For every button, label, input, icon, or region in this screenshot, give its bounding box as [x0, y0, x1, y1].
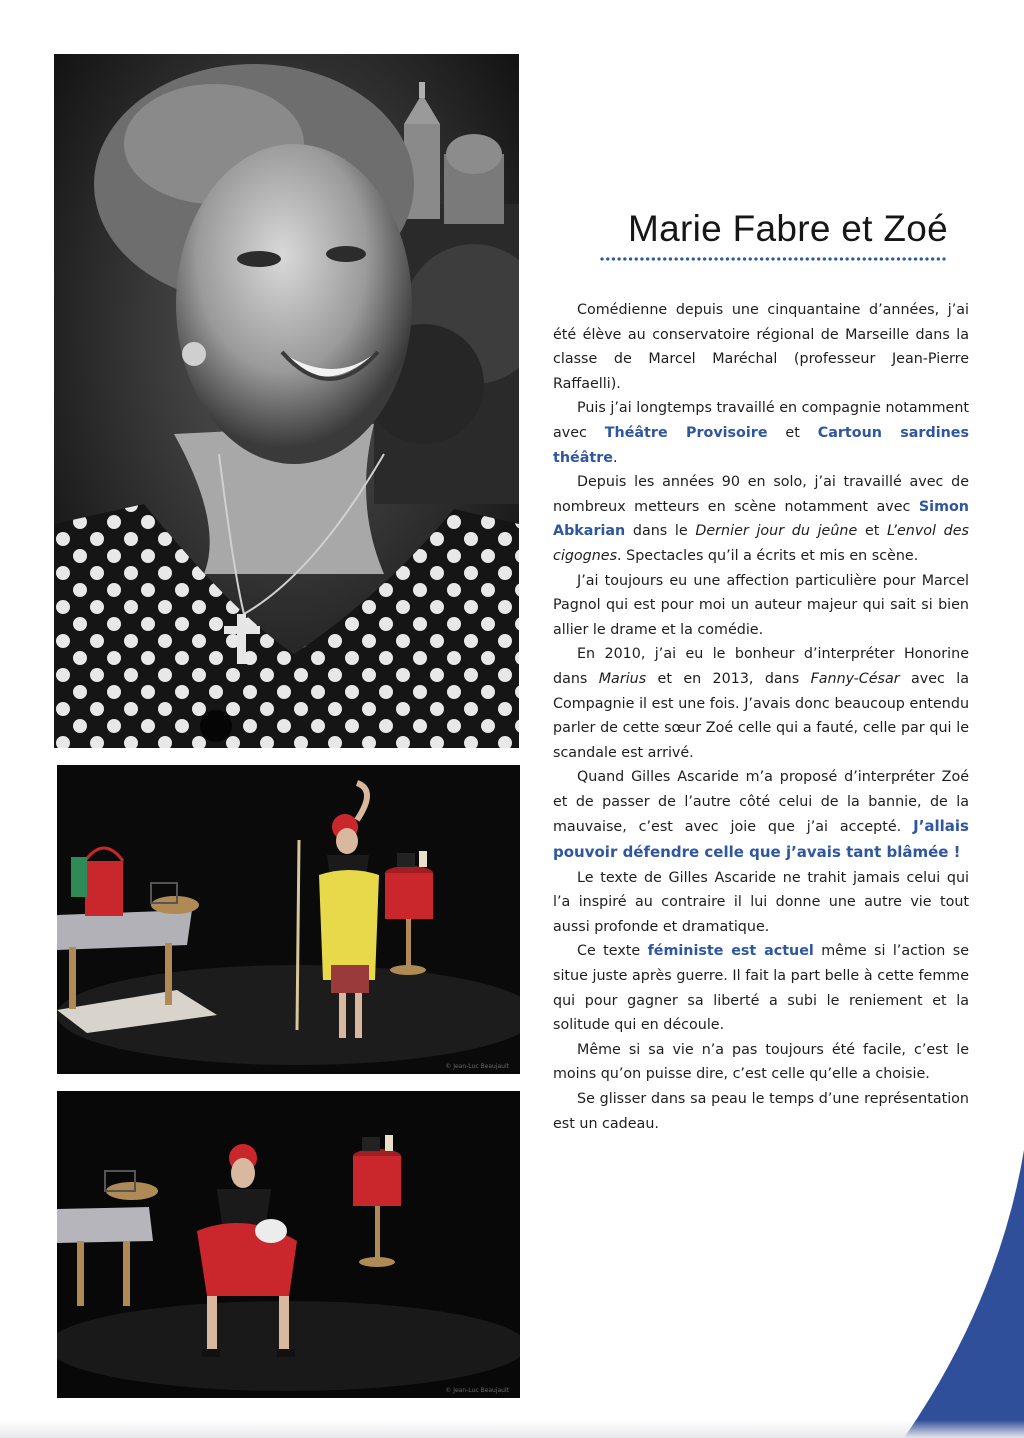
highlight-text: Simon Abkarian	[553, 498, 969, 540]
text-run: J’ai toujours eu une affection particulière pour Marcel Pagnol qui est pour moi un auteur majeur qui sait si bien allier le drame et la comédie.	[553, 572, 969, 638]
article-body	[553, 298, 969, 1136]
paragraph-3	[553, 470, 969, 568]
italic-title: Marius	[598, 670, 647, 687]
stage-photo-2	[57, 1091, 520, 1398]
text-run: Quand Gilles Ascaride m’a proposé d’interpréter Zoé et de passer de l’autre côté celui de la bannie, de la mauvaise, c’est avec joie que j’ai accepté.	[553, 769, 969, 836]
highlight-text: Théâtre Provisoire	[604, 424, 768, 441]
text-run: Se glisser dans sa peau le temps d’une représentation est un cadeau.	[553, 1091, 969, 1132]
text-run: et	[767, 424, 818, 441]
stage-2-credit: © Jean-Luc Beaujault	[445, 1387, 509, 1394]
paragraph-7	[553, 866, 969, 940]
stage-illustration-2	[57, 1091, 520, 1398]
text-run: .	[612, 449, 618, 466]
highlight-text: Cartoun sardines théâtre	[553, 424, 969, 466]
page-title: Marie Fabre et Zoé	[627, 208, 948, 249]
italic-title: Fanny-César	[810, 670, 900, 687]
stage-photo-1	[57, 765, 520, 1074]
text-run: Comédienne depuis une cinquantaine d’années, j’ai été élève au conservatoire régional de Marseille dans la classe de Marcel Maréchal (professeur Jean-Pierre Raffaelli).	[553, 302, 969, 392]
stage-illustration-1	[57, 765, 520, 1074]
paragraph-10	[553, 1087, 969, 1136]
italic-title: L’envol des cigognes	[553, 523, 969, 564]
paragraph-6	[553, 765, 969, 865]
decorative-swoosh	[884, 1150, 1024, 1438]
text-run: Ce texte	[577, 943, 648, 960]
stage-1-credit: © Jean-Luc Beaujault	[445, 1063, 509, 1070]
text-run: Le texte de Gilles Ascaride ne trahit jamais celui qui l’a inspiré au contraire il lui donne une autre vie tout aussi profonde et dramatique.	[553, 869, 969, 935]
text-run: avec la Compagnie il est une fois. J’avais donc beaucoup entendu parler de cette sœur Zoé celle qui a fauté, celle par qui le scandale est arrivé.	[553, 670, 970, 761]
paragraph-1	[553, 298, 969, 396]
text-run: même si l’action se situe juste après guerre. Il fait la part belle à cette femme qui pour gagner sa liberté a subi le reniement et la solitude qui en découle.	[553, 943, 969, 1034]
paragraph-8	[553, 939, 969, 1037]
italic-title: Dernier jour du jeûne	[695, 523, 858, 540]
page-bottom-edge	[0, 1420, 1024, 1438]
portrait-photo	[54, 54, 519, 748]
title-dotted-underline	[600, 256, 946, 262]
text-run: Même si sa vie n’a pas toujours été facile, c’est le moins qu’on puisse dire, c’est celle qu’elle a choisie.	[553, 1041, 969, 1083]
text-run: Puis j’ai longtemps travaillé en compagnie notamment avec	[553, 400, 969, 441]
text-run: et en 2013, dans	[646, 670, 811, 687]
text-run: . Spectacles qu’il a écrits et mis en scène.	[617, 547, 919, 564]
portrait-illustration	[54, 54, 519, 748]
text-run: dans le	[625, 523, 696, 540]
paragraph-5	[553, 642, 969, 765]
text-run: Depuis les années 90 en solo, j’ai travaillé avec de nombreux metteurs en scène notamment avec	[553, 474, 969, 515]
text-run: En 2010, j’ai eu le bonheur d’interpréter Honorine dans	[553, 646, 969, 687]
paragraph-2	[553, 396, 969, 470]
paragraph-9	[553, 1038, 969, 1087]
highlight-text: féministe est actuel	[647, 943, 814, 960]
text-run: et	[857, 523, 888, 540]
highlight-text: J’allais pouvoir défendre celle que j’avais tant blâmée !	[553, 817, 969, 862]
paragraph-4	[553, 569, 969, 643]
